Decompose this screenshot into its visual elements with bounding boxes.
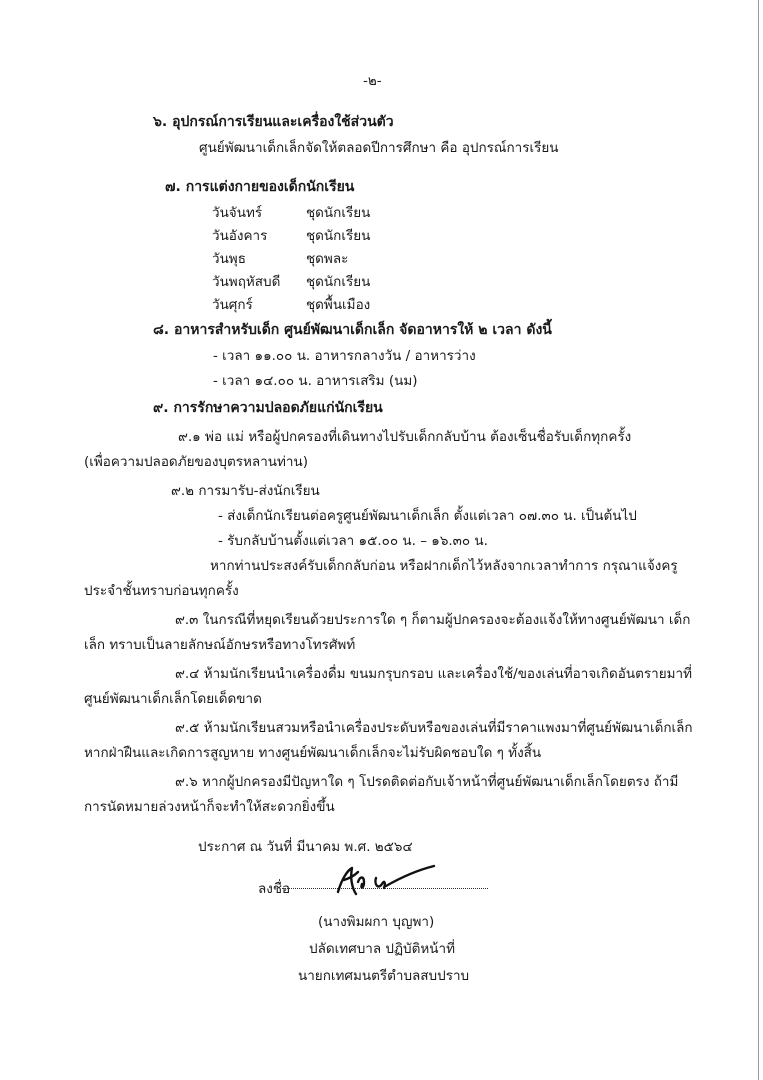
signer-name: (นางพิมผกา บุญพา) xyxy=(318,914,435,930)
dress-value: ชุดพละ xyxy=(306,251,349,267)
dress-day: วันอังคาร xyxy=(212,228,268,244)
dress-value: ชุดพื้นเมือง xyxy=(306,297,371,313)
page-number: -๒- xyxy=(363,73,382,89)
section-7-heading: ๗. การแต่งกายของเด็กนักเรียน xyxy=(165,179,355,195)
dress-value: ชุดนักเรียน xyxy=(306,228,371,244)
item-9-1-line2: (เพื่อความปลอดภัยของบุตรหลานท่าน) xyxy=(84,454,308,470)
handwritten-signature xyxy=(330,860,440,900)
item-9-1-line1: ๙.๑ พ่อ แม่ หรือผู้ปกครองที่เดินทางไปรับเด็กกลับบ้าน ต้องเซ็นชื่อรับเด็กทุกครั้ง xyxy=(178,429,632,445)
signature-label: ลงชื่อ xyxy=(258,881,291,897)
item-9-6-line2: การนัดหมายล่วงหน้าก็จะทำให้สะดวกยิ่งขึ้น xyxy=(84,799,335,815)
item-9-6-line1: ๙.๖ หากผู้ปกครองมีปัญหาใด ๆ โปรดติดต่อกับเจ้าหน้าที่ศูนย์พัฒนาเด็กเล็กโดยตรง ถ้ามี xyxy=(175,774,679,790)
scan-edge-line xyxy=(758,0,759,1080)
item-9-2-pickup: - รับกลับบ้านตั้งแต่เวลา ๑๕.๐๐ น. – ๑๖.๓๐ น. xyxy=(218,533,488,549)
signer-title-1: ปลัดเทศบาล ปฏิบัติหน้าที่ xyxy=(309,941,455,957)
section-9-heading: ๙. การรักษาความปลอดภัยแก่นักเรียน xyxy=(153,400,383,416)
section-8-heading: ๘. อาหารสำหรับเด็ก ศูนย์พัฒนาเด็กเล็ก จัดอาหารให้ ๒ เวลา ดังนี้ xyxy=(153,322,552,338)
item-9-3-line2: เล็ก ทราบเป็นลายลักษณ์อักษรหรือทางโทรศัพท์ xyxy=(84,637,356,653)
signer-title-2: นายกเทศมนตรีตำบลสบปราบ xyxy=(298,968,470,984)
item-9-2-dropoff: - ส่งเด็กนักเรียนต่อครูศูนย์พัฒนาเด็กเล็ก ตั้งแต่เวลา ๐๗.๓๐ น. เป็นต้นไป xyxy=(218,508,637,524)
item-9-4-line2: ศูนย์พัฒนาเด็กเล็กโดยเด็ดขาด xyxy=(84,691,262,707)
item-9-4-line1: ๙.๔ ห้ามนักเรียนนำเครื่องดื่ม ขนมกรุบกรอบ และเครื่องใช้/ของเล่นที่อาจเกิดอันตรายมาที่ xyxy=(175,666,693,682)
dress-day: วันจันทร์ xyxy=(212,205,263,221)
dress-value: ชุดนักเรียน xyxy=(306,205,371,221)
section-6-heading: ๖. อุปกรณ์การเรียนและเครื่องใช้ส่วนตัว xyxy=(153,114,394,130)
item-9-3-line1: ๙.๓ ในกรณีที่หยุดเรียนด้วยประการใด ๆ ก็ตามผู้ปกครองจะต้องแจ้งให้ทางศูนย์พัฒนา เด็ก xyxy=(175,612,691,628)
item-9-5-line2: หากฝ่าฝืนและเกิดการสูญหาย ทางศูนย์พัฒนาเด็กเล็กจะไม่รับผิดชอบใด ๆ ทั้งสิ้น xyxy=(84,745,542,761)
dress-day: วันศุกร์ xyxy=(212,297,253,313)
dress-day: วันพุธ xyxy=(212,251,246,267)
meal-item: - เวลา ๑๑.๐๐ น. อาหารกลางวัน / อาหารว่าง xyxy=(213,348,476,364)
item-9-2-title: ๙.๒ การมารับ-ส่งนักเรียน xyxy=(171,483,320,499)
dress-value: ชุดนักเรียน xyxy=(306,274,371,290)
section-6-text: ศูนย์พัฒนาเด็กเล็กจัดให้ตลอดปีการศึกษา คือ อุปกรณ์การเรียน xyxy=(199,140,559,156)
dress-day: วันพฤหัสบดี xyxy=(212,274,281,290)
item-9-5-line1: ๙.๕ ห้ามนักเรียนสวมหรือนำเครื่องประดับหรือของเล่นที่มีราคาแพงมาที่ศูนย์พัฒนาเด็กเล็ก xyxy=(175,720,693,736)
item-9-2-note-line2: ประจำชั้นทราบก่อนทุกครั้ง xyxy=(84,583,239,599)
announcement-date: ประกาศ ณ วันที่ มีนาคม พ.ศ. ๒๕๖๔ xyxy=(198,839,413,855)
item-9-2-note-line1: หากท่านประสงค์รับเด็กกลับก่อน หรือฝากเด็กไว้หลังจากเวลาทำการ กรุณาแจ้งครู xyxy=(210,558,678,574)
meal-item: - เวลา ๑๔.๐๐ น. อาหารเสริม (นม) xyxy=(213,373,418,389)
